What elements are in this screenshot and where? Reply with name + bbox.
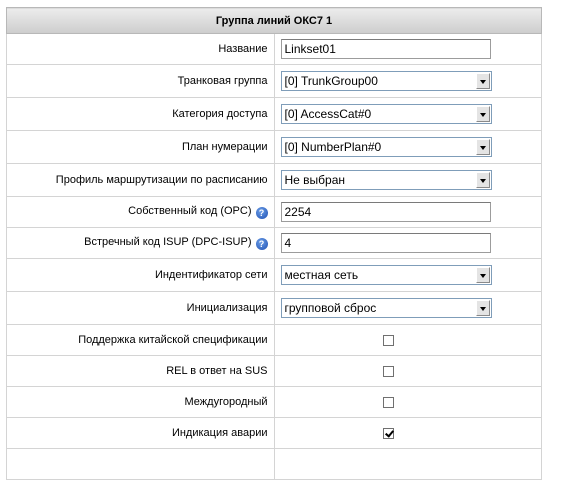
initialization-label: Инициализация bbox=[7, 292, 275, 325]
access-category-select[interactable] bbox=[281, 104, 492, 124]
trunk-group-select[interactable] bbox=[281, 71, 492, 91]
row-opc bbox=[7, 197, 542, 228]
row-schedule-profile bbox=[7, 164, 542, 197]
row-china-spec bbox=[7, 325, 542, 356]
schedule-profile-label: Профиль маршрутизации по расписанию bbox=[7, 164, 275, 197]
chevron-down-icon[interactable] bbox=[476, 300, 490, 316]
numbering-plan-label: План нумерации bbox=[7, 131, 275, 164]
access-category-label: Категория доступа bbox=[7, 98, 275, 131]
trunk-group-label: Транковая группа bbox=[7, 65, 275, 98]
access-category-selected-value: [0] AccessCat#0 bbox=[284, 107, 372, 121]
linkset-settings-form bbox=[6, 7, 542, 480]
opc-label: Собственный код (OPC) bbox=[128, 205, 252, 217]
row-initialization bbox=[7, 292, 542, 325]
numbering-plan-selected-value: [0] NumberPlan#0 bbox=[284, 140, 382, 154]
schedule-profile-selected-value: Не выбран bbox=[284, 173, 346, 187]
chevron-down-icon[interactable] bbox=[476, 172, 490, 188]
chevron-down-icon[interactable] bbox=[476, 267, 490, 283]
dpc-isup-input[interactable]: 4 bbox=[281, 233, 491, 253]
row-numbering-plan bbox=[7, 131, 542, 164]
numbering-plan-select[interactable] bbox=[281, 137, 492, 157]
help-icon[interactable]: ? bbox=[256, 238, 268, 250]
row-name bbox=[7, 34, 542, 65]
china-spec-checkbox[interactable] bbox=[383, 335, 394, 346]
name-input[interactable]: Linkset01 bbox=[281, 39, 491, 59]
opc-label-cell bbox=[7, 197, 275, 228]
dpc-isup-label-cell bbox=[7, 228, 275, 259]
alarm-indication-checkbox[interactable] bbox=[383, 428, 394, 439]
network-indicator-selected-value: местная сеть bbox=[284, 268, 359, 282]
row-rel-on-sus bbox=[7, 356, 542, 387]
schedule-profile-select[interactable] bbox=[281, 170, 492, 190]
row-network-indicator bbox=[7, 259, 542, 292]
initialization-select[interactable] bbox=[281, 298, 492, 318]
form-title: Группа линий ОКС7 1 bbox=[7, 8, 542, 34]
chevron-down-icon[interactable] bbox=[476, 139, 490, 155]
help-icon[interactable]: ? bbox=[256, 207, 268, 219]
row-trunk-group bbox=[7, 65, 542, 98]
network-indicator-label: Индентификатор сети bbox=[7, 259, 275, 292]
row-dpc-isup bbox=[7, 228, 542, 259]
chevron-down-icon[interactable] bbox=[476, 73, 490, 89]
chevron-down-icon[interactable] bbox=[476, 106, 490, 122]
opc-input[interactable]: 2254 bbox=[281, 202, 491, 222]
long-distance-checkbox[interactable] bbox=[383, 397, 394, 408]
row-alarm-indication bbox=[7, 418, 542, 449]
rel-on-sus-checkbox[interactable] bbox=[383, 366, 394, 377]
rel-on-sus-label: REL в ответ на SUS bbox=[7, 356, 275, 387]
row-access-category bbox=[7, 98, 542, 131]
dpc-isup-label: Встречный код ISUP (DPC-ISUP) bbox=[84, 236, 252, 248]
row-partial bbox=[7, 449, 542, 480]
alarm-indication-label: Индикация аварии bbox=[7, 418, 275, 449]
form-header-row bbox=[7, 8, 542, 34]
row-long-distance bbox=[7, 387, 542, 418]
china-spec-label: Поддержка китайской спецификации bbox=[7, 325, 275, 356]
trunk-group-selected-value: [0] TrunkGroup00 bbox=[284, 74, 378, 88]
initialization-selected-value: групповой сброс bbox=[284, 301, 377, 315]
network-indicator-select[interactable] bbox=[281, 265, 492, 285]
name-label: Название bbox=[7, 34, 275, 65]
long-distance-label: Междугородный bbox=[7, 387, 275, 418]
